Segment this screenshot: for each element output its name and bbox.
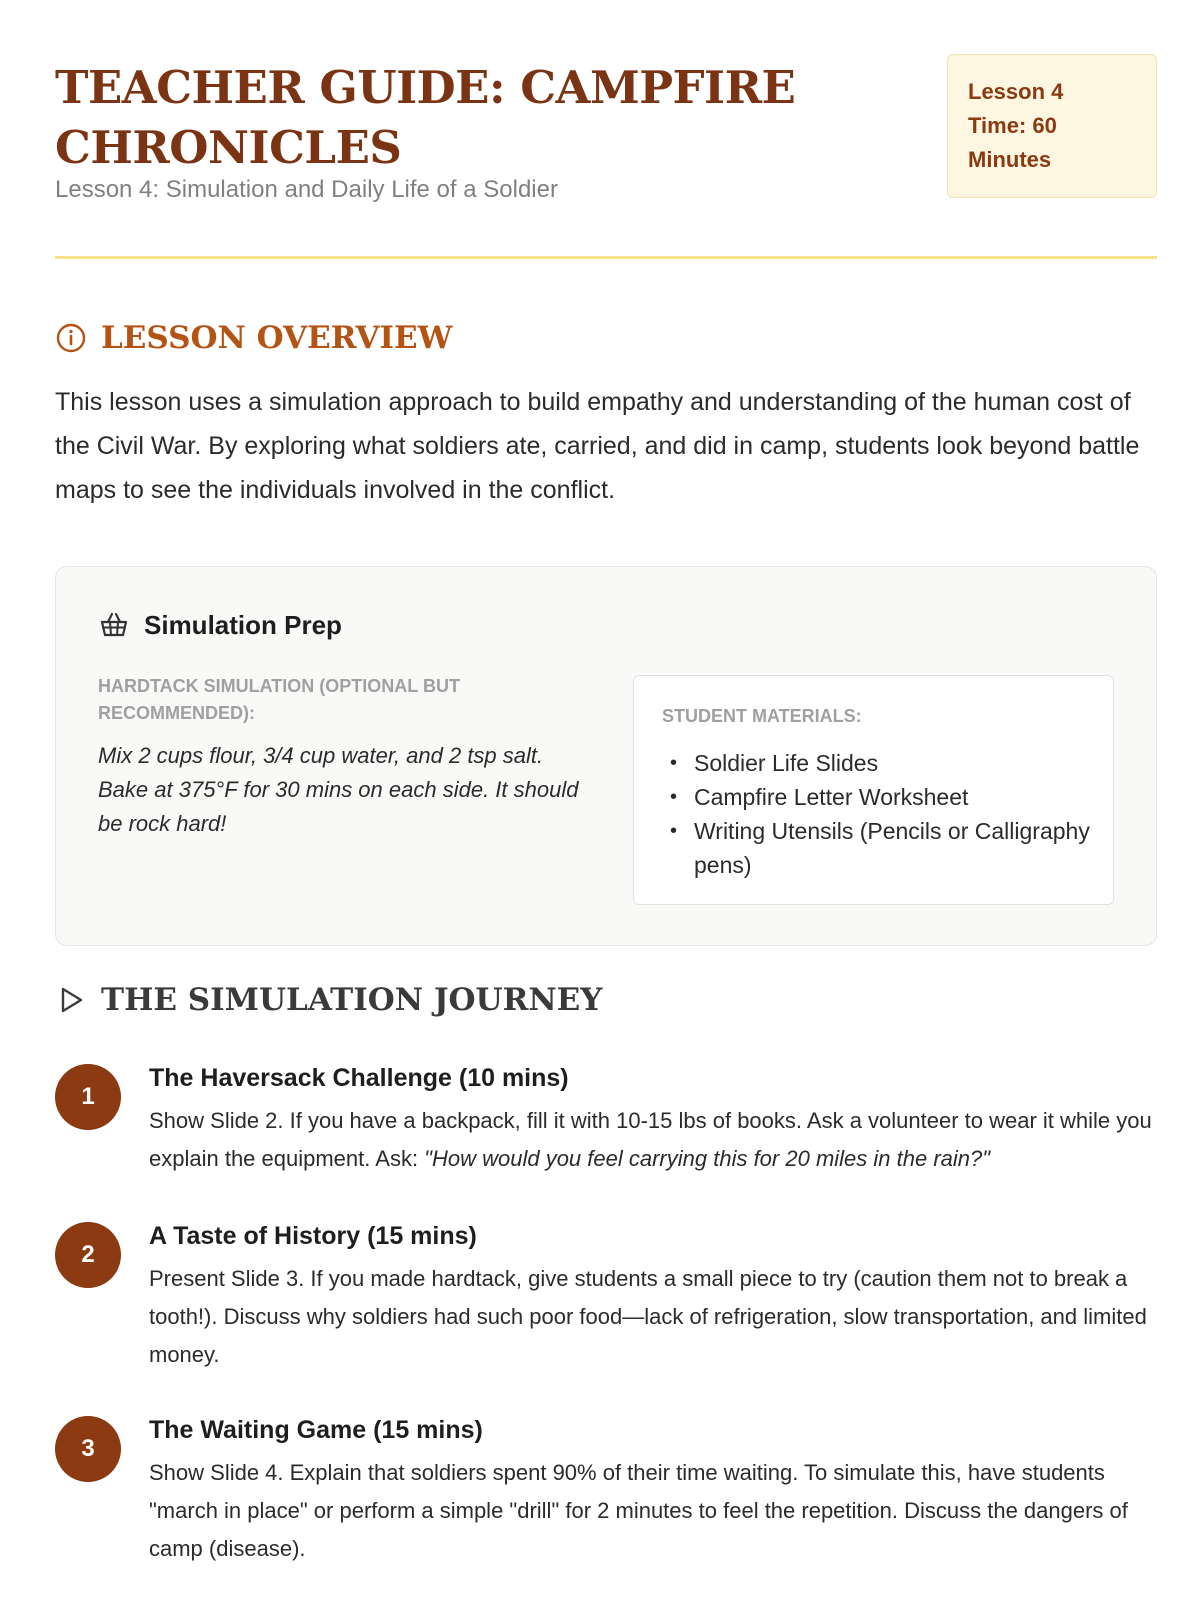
- page-subtitle: Lesson 4: Simulation and Daily Life of a Soldier: [55, 176, 558, 203]
- list-item: • Campfire Letter Worksheet: [662, 780, 1102, 814]
- step-number: 3: [55, 1416, 121, 1482]
- student-materials-box: [633, 675, 1114, 905]
- simulation-prep-card: [55, 566, 1157, 946]
- prep-heading: [98, 609, 342, 641]
- step-title: The Waiting Game (15 mins): [149, 1416, 483, 1444]
- hardtack-label: HARDTACK SIMULATION (OPTIONAL BUT RECOMMENDED):: [98, 676, 460, 723]
- lesson-number: Lesson 4: [968, 79, 1064, 104]
- step-title: The Haversack Challenge (10 mins): [149, 1064, 569, 1092]
- list-item: • Soldier Life Slides: [662, 746, 1102, 780]
- step-text: [149, 1102, 1159, 1178]
- prep-title: Simulation Prep: [144, 609, 342, 640]
- overview-title: LESSON OVERVIEW: [101, 320, 453, 356]
- header: [55, 54, 1157, 254]
- journey-heading: [55, 982, 602, 1018]
- lesson-info-box: [947, 54, 1157, 198]
- step-body: Show Slide 2. If you have a backpack, fill it with 10-15 lbs of books. Ask a volunteer to wear it while you explain the equipment. Ask:: [149, 1108, 1152, 1171]
- play-icon: [55, 984, 87, 1016]
- step-quote: "How would you feel carrying this for 20 miles in the rain?": [424, 1146, 991, 1171]
- overview-text: This lesson uses a simulation approach to build empathy and understanding of the human cost of the Civil War. By exploring what soldiers ate, carried, and did in camp, students look beyond battle maps to see the individuals involved in the conflict.: [55, 388, 1140, 504]
- journey-title: THE SIMULATION JOURNEY: [101, 982, 603, 1018]
- materials-list: [662, 746, 1102, 882]
- list-item: • Writing Utensils (Pencils or Calligraphy pens): [662, 814, 1102, 882]
- basket-icon: [98, 609, 130, 641]
- info-icon: [55, 322, 87, 354]
- overview-heading: [55, 318, 452, 358]
- lesson-time: Time: 60: [968, 113, 1057, 138]
- step-number: 2: [55, 1222, 121, 1288]
- lesson-time-unit: Minutes: [968, 147, 1052, 172]
- step-title: A Taste of History (15 mins): [149, 1222, 477, 1250]
- hardtack-recipe: Mix 2 cups flour, 3/4 cup water, and 2 tsp salt. Bake at 375°F for 30 mins on each side. It should be rock hard!: [98, 743, 579, 836]
- step-text: Present Slide 3. If you made hardtack, give students a small piece to try (caution them not to break a tooth!). Discuss why soldiers had such poor food—lack of refrigeration, slow transportation, and limited money.: [149, 1266, 1147, 1367]
- page-title: TEACHER GUIDE: CAMPFIRE CHRONICLES: [55, 61, 796, 174]
- step-number: 1: [55, 1064, 121, 1130]
- materials-label: STUDENT MATERIALS:: [662, 706, 862, 726]
- header-divider: [55, 256, 1157, 259]
- step-text: Show Slide 4. Explain that soldiers spent 90% of their time waiting. To simulate this, have students "march in place" or perform a simple "drill" for 2 minutes to feel the repetition. Discuss the dangers of camp (disease).: [149, 1460, 1128, 1561]
